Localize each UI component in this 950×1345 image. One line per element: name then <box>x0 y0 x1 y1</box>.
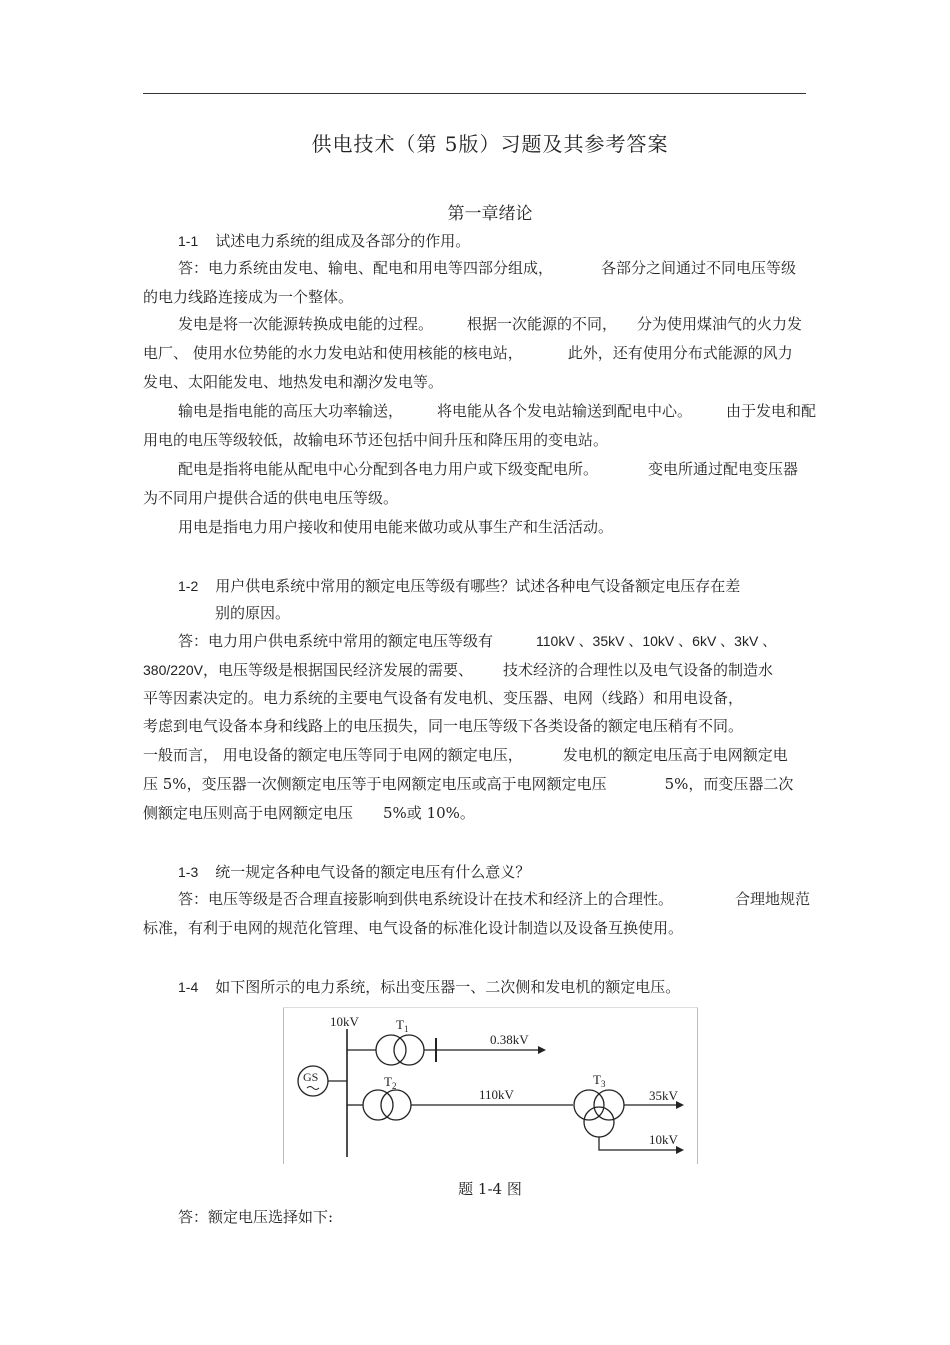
text-segment: 5%或 10%。 <box>383 804 475 822</box>
question-text: 如下图所示的电力系统，标出变压器一、二次侧和发电机的额定电压。 <box>215 978 681 996</box>
text-segment: 根据一次能源的不同， <box>467 315 618 333</box>
t3-secondary-coil <box>594 1090 624 1120</box>
question-text: 试述电力系统的组成及各部分的作用。 <box>215 232 471 250</box>
answer-line <box>178 631 776 651</box>
text-segment: 发电机的额定电压高于电网额定电 <box>562 746 788 764</box>
t2-label: $T_2$ <box>384 1074 397 1091</box>
question-number: 1-4 <box>178 979 199 995</box>
question-1-1 <box>178 231 470 251</box>
text-segment: 答：电力用户供电系统中常用的额定电压等级有 <box>178 632 494 650</box>
question-number: 1-1 <box>178 233 199 249</box>
generator-label: GS <box>303 1070 319 1084</box>
generator-wave-icon <box>307 1087 319 1090</box>
t3-output-35kv-label: 35kV <box>649 1088 678 1103</box>
t3-10kv-arrow-icon <box>676 1146 684 1154</box>
answer-line <box>178 889 810 909</box>
text-segment: 由于发电和配 <box>726 402 817 420</box>
text-line <box>178 459 798 479</box>
text-segment: 此外，还有使用分布式能源的风力 <box>567 344 793 362</box>
text-segment: 5%，而变压器二次 <box>664 775 794 793</box>
t3-output-10kv-label: 10kV <box>649 1132 678 1147</box>
text-line <box>178 401 816 421</box>
text-segment: 合理地规范 <box>735 890 811 908</box>
text-line <box>143 660 773 680</box>
text-segment: 发电是将一次能源转换成电能的过程。 <box>178 315 434 333</box>
t1-secondary-coil <box>394 1035 424 1065</box>
text-segment: 变电所通过配电变压器 <box>648 460 799 478</box>
chapter-heading: 第一章绪论 <box>447 204 533 224</box>
page-title: 供电技术（第 5版）习题及其参考答案 <box>311 132 669 156</box>
text-segment: 电厂、 使用水位势能的水力发电站和使用核能的核电站， <box>143 344 523 362</box>
text-segment: 输电是指电能的高压大功率输送， <box>178 402 404 420</box>
text-segment: 分为使用煤油气的火力发 <box>637 315 803 333</box>
text-line: 用电是指电力用户接收和使用电能来做功或从事生产和生活活动。 <box>178 518 614 536</box>
header-rule <box>143 93 806 94</box>
text-segment: 答：电力系统由发电、输电、配电和用电等四部分组成， <box>178 259 554 277</box>
answer-line: 答：额定电压选择如下: <box>178 1208 334 1226</box>
text-segment: 侧额定电压则高于电网额定电压 <box>143 804 354 822</box>
t3-label: $T_3$ <box>593 1072 606 1089</box>
power-system-diagram <box>283 1007 698 1164</box>
t3-tertiary-coil <box>584 1107 614 1137</box>
text-line <box>143 343 793 363</box>
voltage-value: 380/220V <box>143 662 203 678</box>
text-line: 标准，有利于电网的规范化管理、电气设备的标准化设计制造以及设备互换使用。 <box>143 919 684 937</box>
text-line: 别的原因。 <box>215 604 291 622</box>
text-line: 为不同用户提供合适的供电电压等级。 <box>143 489 399 507</box>
question-1-3 <box>178 862 530 882</box>
t1-label: $T_1$ <box>396 1017 409 1034</box>
text-line <box>143 745 788 765</box>
text-segment: 答：电压等级是否合理直接影响到供电系统设计在技术和经济上的合理性。 <box>178 890 674 908</box>
question-1-2 <box>178 576 740 596</box>
answer-line <box>178 258 796 278</box>
text-line <box>143 774 793 794</box>
question-1-4 <box>178 977 680 997</box>
text-line: 用电的电压等级较低，故输电环节还包括中间升压和降压用的变电站。 <box>143 431 609 449</box>
figure-caption: 题 1-4 图 <box>458 1180 522 1198</box>
line-voltage-label: 110kV <box>479 1087 514 1102</box>
text-line <box>143 803 475 823</box>
t2-primary-coil <box>363 1090 393 1120</box>
t1-primary-coil <box>376 1035 406 1065</box>
text-segment: 配电是指将电能从配电中心分配到各电力用户或下级变配电所。 <box>178 460 599 478</box>
t3-primary-coil <box>574 1090 604 1120</box>
text-segment: 压 5%，变压器一次侧额定电压等于电网额定电压或高于电网额定电压 <box>143 775 607 793</box>
bus-voltage-label: 10kV <box>330 1014 359 1029</box>
text-segment: 将电能从各个发电站输送到配电中心。 <box>437 402 693 420</box>
text-line: 平等因素决定的。电力系统的主要电气设备有发电机、变压器、电网（线路）和用电设备， <box>143 689 744 707</box>
question-text: 统一规定各种电气设备的额定电压有什么意义？ <box>215 863 531 881</box>
text-line: 考虑到电气设备本身和线路上的电压损失，同一电压等级下各类设备的额定电压稍有不同。 <box>143 717 744 735</box>
text-segment: 技术经济的合理性以及电气设备的制造水 <box>502 661 773 679</box>
text-line: 发电、太阳能发电、地热发电和潮汐发电等。 <box>143 373 444 391</box>
text-segment: ，电压等级是根据国民经济发展的需要、 <box>202 661 473 679</box>
voltage-list: 110kV 、35kV 、10kV 、6kV 、3kV 、 <box>536 633 777 649</box>
t1-output-voltage: 0.38kV <box>490 1032 529 1047</box>
text-line: 的电力线路连接成为一个整体。 <box>143 288 354 306</box>
t2-secondary-coil <box>381 1090 411 1120</box>
question-number: 1-2 <box>178 578 199 594</box>
text-segment: 各部分之间通过不同电压等级 <box>601 259 797 277</box>
question-text: 用户供电系统中常用的额定电压等级有哪些？试述各种电气设备额定电压存在差 <box>215 577 741 595</box>
t1-arrow-icon <box>538 1046 546 1054</box>
text-line <box>178 314 802 334</box>
question-number: 1-3 <box>178 864 199 880</box>
text-segment: 一般而言， 用电设备的额定电压等同于电网的额定电压， <box>143 746 523 764</box>
